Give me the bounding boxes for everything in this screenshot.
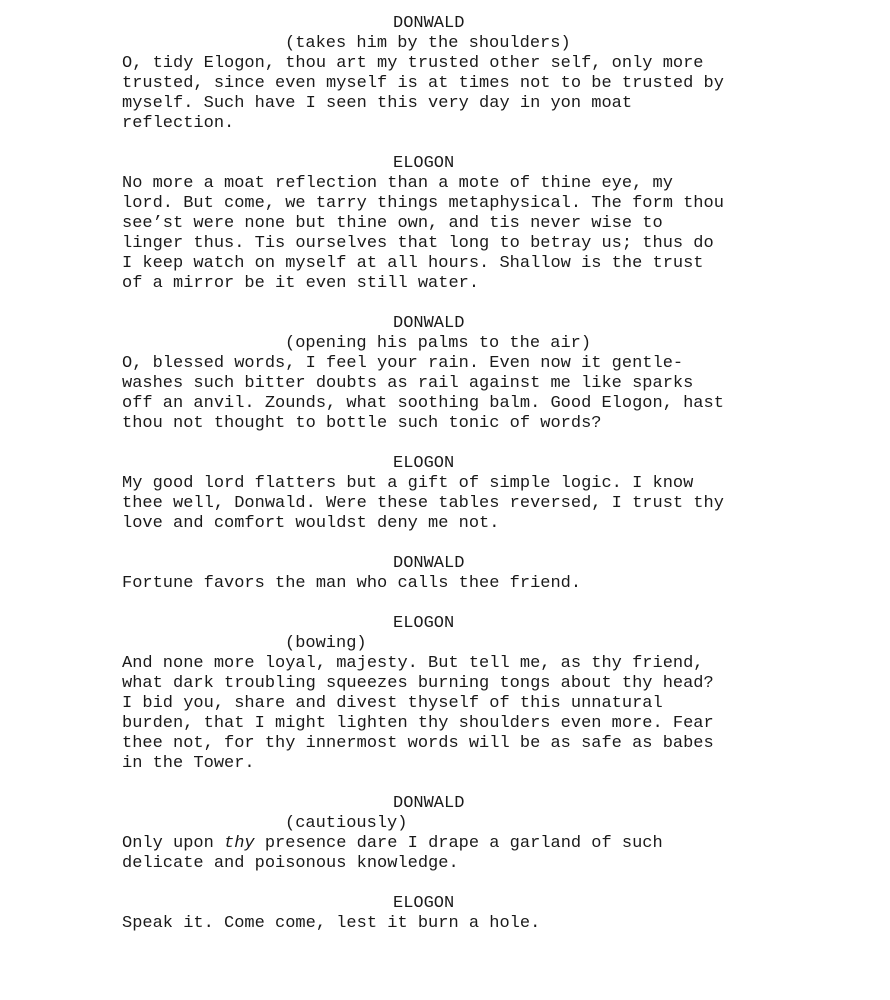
dialogue-line: thee well, Donwald. Were these tables reversed, I trust thy: [122, 494, 724, 513]
dialogue-line: what dark troubling squeezes burning tongs about thy head?: [122, 674, 714, 693]
parenthetical: (takes him by the shoulders): [285, 34, 571, 53]
parenthetical: (cautiously): [285, 814, 408, 833]
dialogue-line: O, tidy Elogon, thou art my trusted other self, only more: [122, 54, 704, 73]
dialogue-line: in the Tower.: [122, 754, 255, 773]
dialogue-line: trusted, since even myself is at times not to be trusted by: [122, 74, 724, 93]
dialogue-line: I bid you, share and divest thyself of this unnatural: [122, 694, 663, 713]
parenthetical: (bowing): [285, 634, 367, 653]
dialogue-line: washes such bitter doubts as rail against me like sparks: [122, 374, 694, 393]
dialogue-block: [0, 14, 890, 134]
dialogue-line: linger thus. Tis ourselves that long to betray us; thus do: [122, 234, 714, 253]
dialogue-line: And none more loyal, majesty. But tell me, as thy friend,: [122, 654, 704, 673]
dialogue-line: myself. Such have I seen this very day in yon moat: [122, 94, 633, 113]
dialogue-line: thee not, for thy innermost words will be as safe as babes: [122, 734, 714, 753]
dialogue-line: see’st were none but thine own, and tis never wise to: [122, 214, 663, 233]
dialogue-line: of a mirror be it even still water.: [122, 274, 480, 293]
dialogue-line: reflection.: [122, 114, 235, 133]
dialogue-block: [0, 614, 890, 774]
character-name: DONWALD: [393, 794, 465, 813]
dialogue-block: [0, 454, 890, 534]
screenplay-page: [0, 14, 890, 954]
dialogue-line: My good lord flatters but a gift of simple logic. I know: [122, 474, 694, 493]
dialogue-block: [0, 314, 890, 434]
dialogue-block: [0, 154, 890, 294]
dialogue-line: Speak it. Come come, lest it burn a hole.: [122, 914, 541, 933]
dialogue-line: No more a moat reflection than a mote of thine eye, my: [122, 174, 673, 193]
dialogue-line: burden, that I might lighten thy shoulders even more. Fear: [122, 714, 714, 733]
dialogue-text: presence dare I drape a garland of such: [254, 834, 663, 853]
dialogue-line: O, blessed words, I feel your rain. Even now it gentle-: [122, 354, 684, 373]
dialogue-block: [0, 794, 890, 874]
character-name: ELOGON: [393, 454, 455, 473]
dialogue-line: love and comfort wouldst deny me not.: [122, 514, 500, 533]
dialogue-line: thou not thought to bottle such tonic of words?: [122, 414, 602, 433]
dialogue-line: off an anvil. Zounds, what soothing balm. Good Elogon, hast: [122, 394, 724, 413]
dialogue-block: [0, 554, 890, 594]
dialogue-block: [0, 894, 890, 934]
dialogue-line: lord. But come, we tarry things metaphysical. The form thou: [122, 194, 724, 213]
parenthetical: (opening his palms to the air): [285, 334, 592, 353]
character-name: ELOGON: [393, 154, 455, 173]
emphasis-text: thy: [224, 834, 255, 853]
character-name: DONWALD: [393, 14, 465, 33]
dialogue-line: Fortune favors the man who calls thee friend.: [122, 574, 582, 593]
dialogue-line: delicate and poisonous knowledge.: [122, 854, 459, 873]
dialogue-line: [122, 834, 890, 854]
dialogue-line: I keep watch on myself at all hours. Shallow is the trust: [122, 254, 704, 273]
character-name: DONWALD: [393, 554, 465, 573]
dialogue-text: Only upon: [122, 834, 225, 853]
character-name: DONWALD: [393, 314, 465, 333]
character-name: ELOGON: [393, 894, 455, 913]
character-name: ELOGON: [393, 614, 455, 633]
